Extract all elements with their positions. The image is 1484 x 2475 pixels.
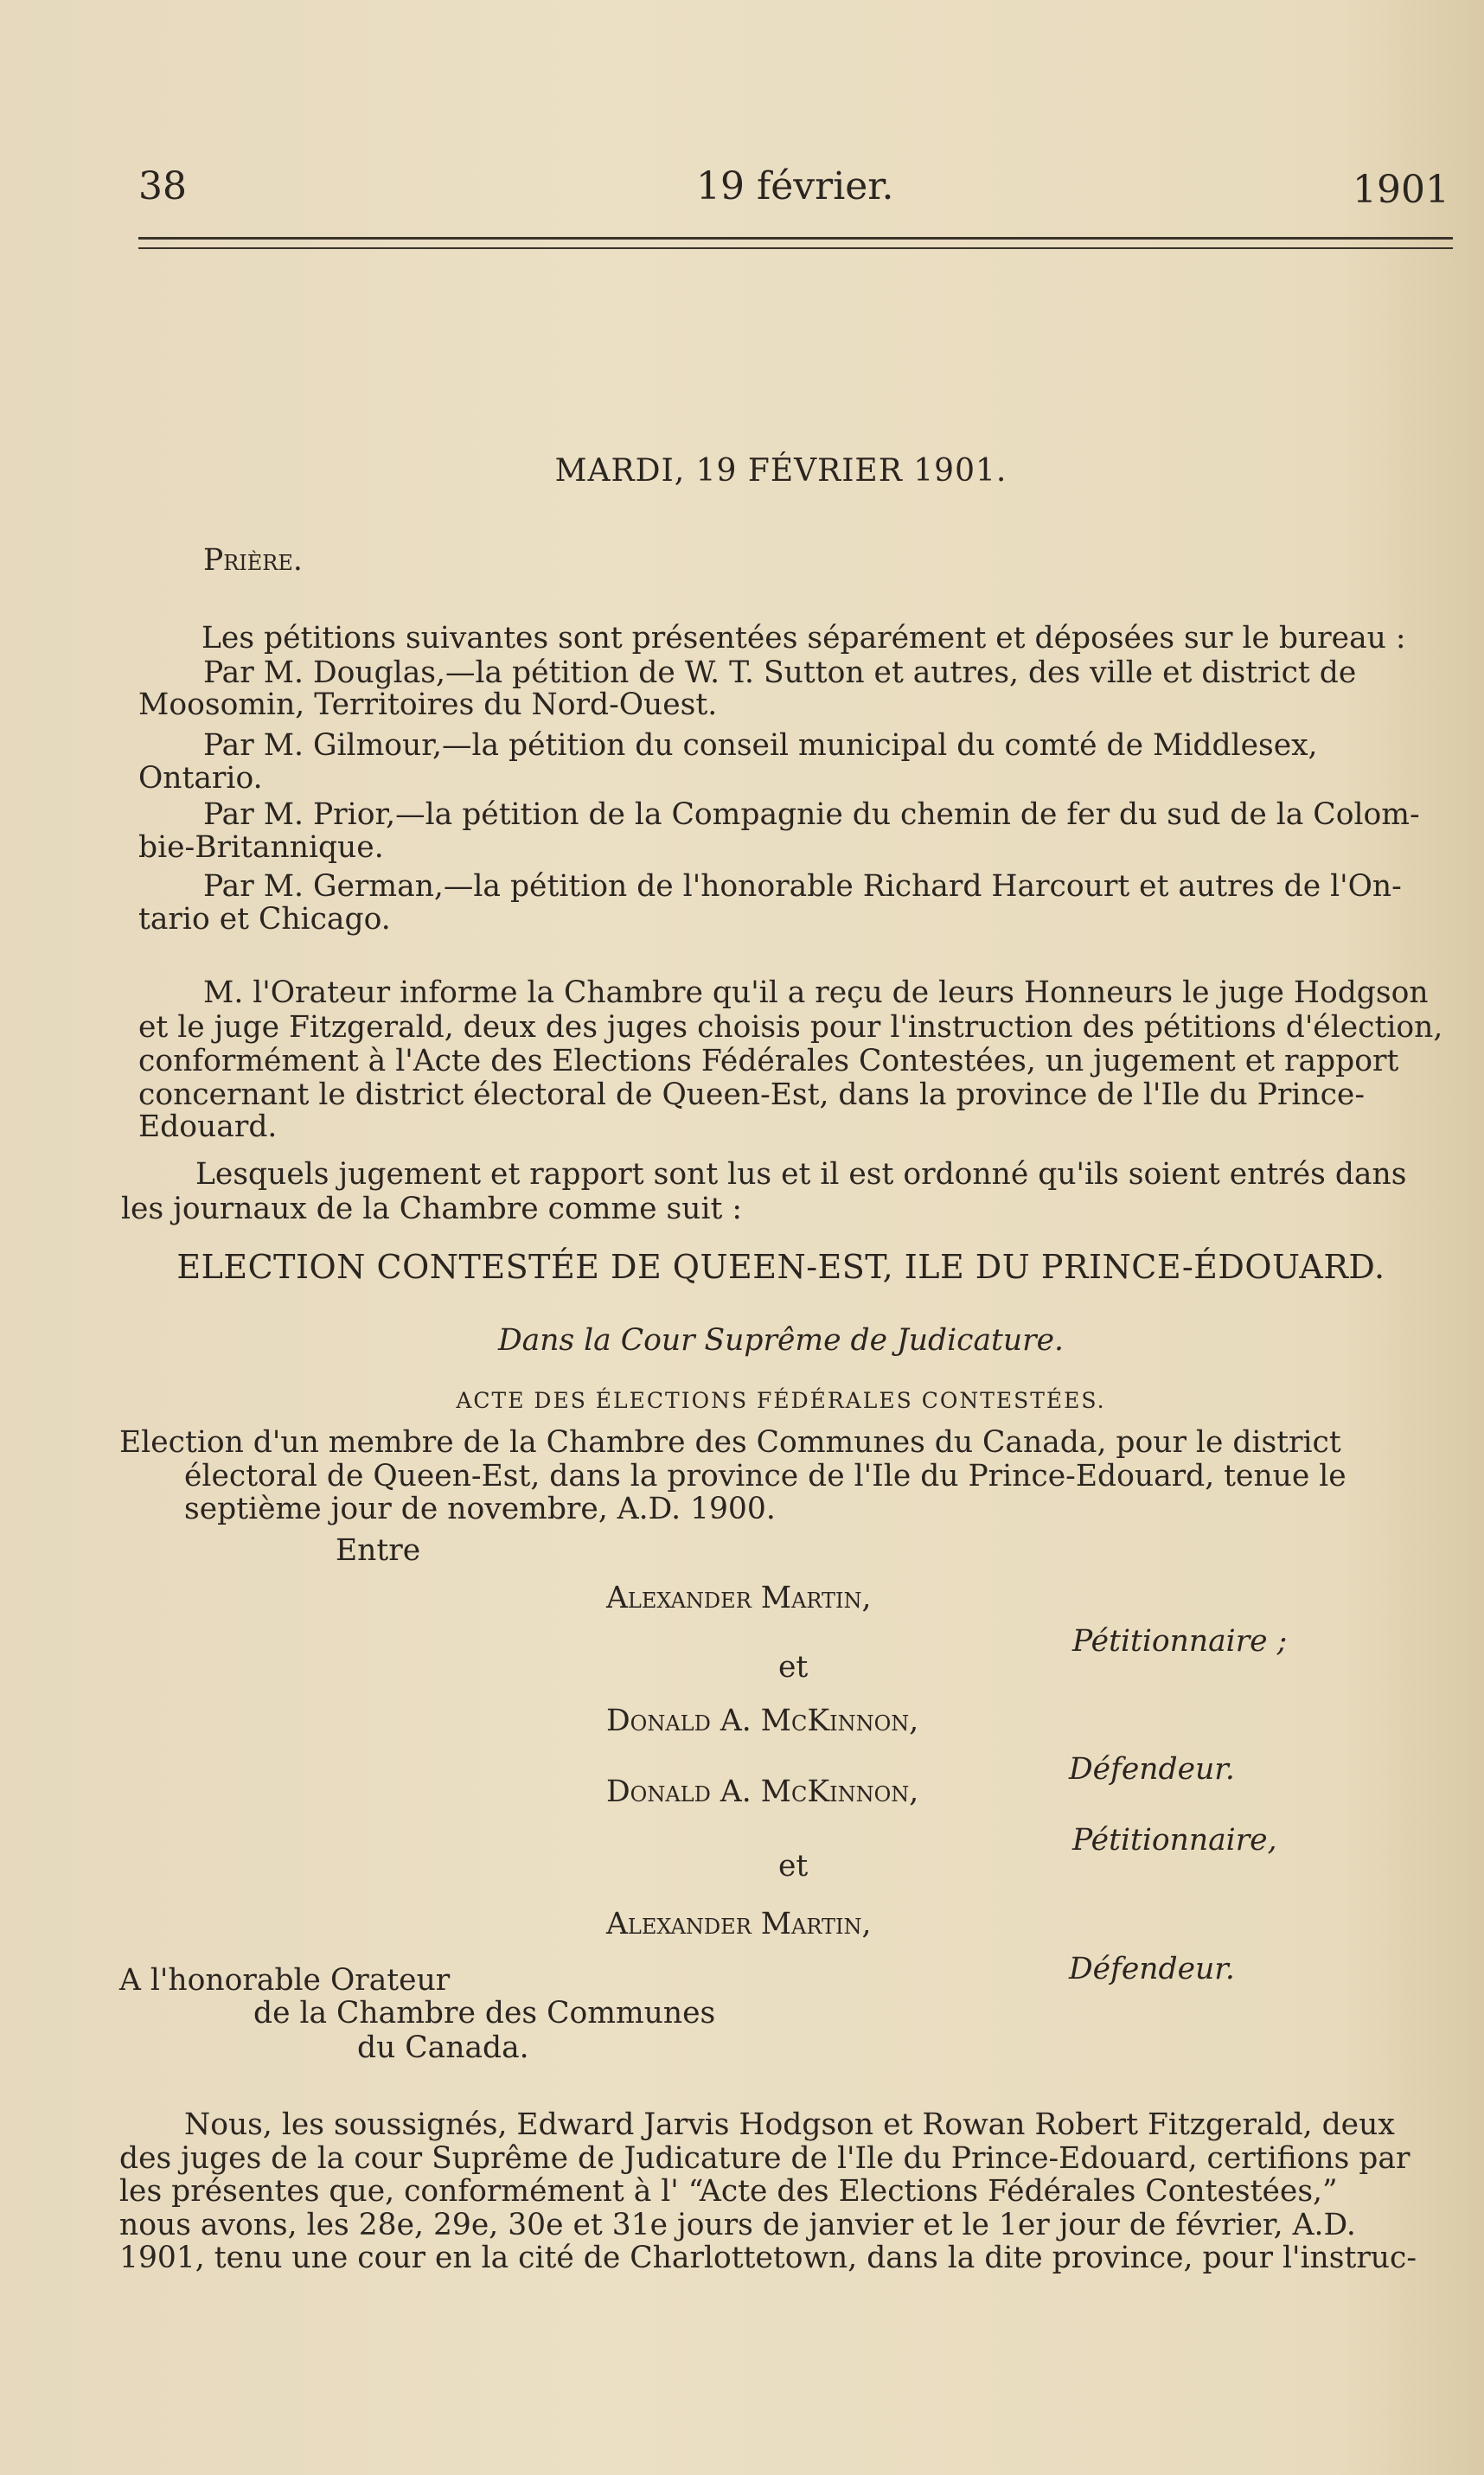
party-role: Pétitionnaire, bbox=[1072, 1823, 1277, 1858]
header-rule bbox=[138, 237, 1453, 240]
address-line: A l'honorable Orateur bbox=[119, 1963, 451, 1998]
et-connector: et bbox=[778, 1849, 809, 1883]
running-header bbox=[138, 156, 1449, 212]
nous-line: des juges de la cour Suprême de Judicature de l'Ile du Prince-Edouard, certifions par bbox=[119, 2141, 1410, 2176]
header-date: 19 février. bbox=[696, 164, 894, 208]
party-role: Défendeur. bbox=[1069, 1752, 1235, 1787]
election-desc-line: septième jour de novembre, A.D. 1900. bbox=[184, 1492, 776, 1526]
nous-line: Nous, les soussignés, Edward Jarvis Hodgson et Rowan Robert Fitzgerald, deux bbox=[184, 2107, 1395, 2142]
entre-label: Entre bbox=[336, 1533, 421, 1568]
orateur-line: et le juge Fitzgerald, deux des juges choisis pour l'instruction des pétitions d'élection, bbox=[138, 1010, 1443, 1045]
header-rule-secondary bbox=[138, 247, 1453, 249]
party-role: Défendeur. bbox=[1069, 1952, 1235, 1986]
party-role: Pétitionnaire ; bbox=[1072, 1624, 1288, 1659]
orateur-line: Edouard. bbox=[138, 1110, 278, 1144]
header-year: 1901 bbox=[1353, 168, 1449, 212]
party-name: Alexander Martin, bbox=[606, 1581, 872, 1615]
court-name: Dans la Cour Suprême de Judicature. bbox=[498, 1323, 1064, 1358]
petition-line: Ontario. bbox=[138, 761, 263, 796]
petition-line: Par M. Prior,—la pétition de la Compagnie du chemin de fer du sud de la Colom- bbox=[203, 797, 1420, 832]
session-title: MARDI, 19 FÉVRIER 1901. bbox=[554, 453, 1007, 489]
address-line: du Canada. bbox=[357, 2031, 529, 2065]
petition-line: Par M. Gilmour,—la pétition du conseil municipal du comté de Middlesex, bbox=[203, 728, 1318, 763]
party-name: Alexander Martin, bbox=[606, 1907, 872, 1941]
act-title: ACTE DES ÉLECTIONS FÉDÉRALES CONTESTÉES. bbox=[456, 1388, 1106, 1413]
petition-line: Moosomin, Territoires du Nord-Ouest. bbox=[138, 688, 718, 722]
nous-line: les présentes que, conformément à l' “Acte des Elections Fédérales Contestées,” bbox=[119, 2174, 1338, 2209]
nous-line: nous avons, les 28e, 29e, 30e et 31e jours de janvier et le 1er jour de février, A.D. bbox=[119, 2208, 1356, 2242]
nous-line: 1901, tenu une cour en la cité de Charlottetown, dans la dite province, pour l'instruc- bbox=[119, 2241, 1417, 2275]
petition-line: Par M. German,—la pétition de l'honorable Richard Harcourt et autres de l'On- bbox=[203, 869, 1402, 904]
orateur-line: conformément à l'Acte des Elections Fédérales Contestées, un jugement et rapport bbox=[138, 1044, 1399, 1078]
lesquels-line: Lesquels jugement et rapport sont lus et il est ordonné qu'ils soient entrés dans bbox=[195, 1157, 1407, 1192]
page-number: 38 bbox=[138, 164, 187, 208]
petitions-intro: Les pétitions suivantes sont présentées séparément et déposées sur le bureau : bbox=[201, 621, 1406, 656]
petition-line: bie-Britannique. bbox=[138, 830, 384, 865]
election-desc-line: électoral de Queen-Est, dans la province de l'Ile du Prince-Edouard, tenue le bbox=[184, 1459, 1346, 1493]
election-title: ELECTION CONTESTÉE DE QUEEN-EST, ILE DU PRINCE-ÉDOUARD. bbox=[176, 1248, 1385, 1286]
priere-heading: Prière. bbox=[203, 543, 303, 578]
lesquels-line: les journaux de la Chambre comme suit : bbox=[121, 1192, 742, 1226]
address-line: de la Chambre des Communes bbox=[253, 1996, 716, 2031]
orateur-line: concernant le district électoral de Queen-Est, dans la province de l'Ile du Prince- bbox=[138, 1078, 1365, 1112]
petition-line: Par M. Douglas,—la pétition de W. T. Sutton et autres, des ville et district de bbox=[203, 656, 1357, 690]
party-name: Donald A. McKinnon, bbox=[606, 1775, 919, 1809]
orateur-line: M. l'Orateur informe la Chambre qu'il a reçu de leurs Honneurs le juge Hodgson bbox=[203, 975, 1429, 1010]
et-connector: et bbox=[778, 1650, 809, 1685]
election-desc-line: Election d'un membre de la Chambre des Communes du Canada, pour le district bbox=[119, 1425, 1341, 1460]
party-name: Donald A. McKinnon, bbox=[606, 1704, 919, 1738]
petition-line: tario et Chicago. bbox=[138, 902, 391, 937]
